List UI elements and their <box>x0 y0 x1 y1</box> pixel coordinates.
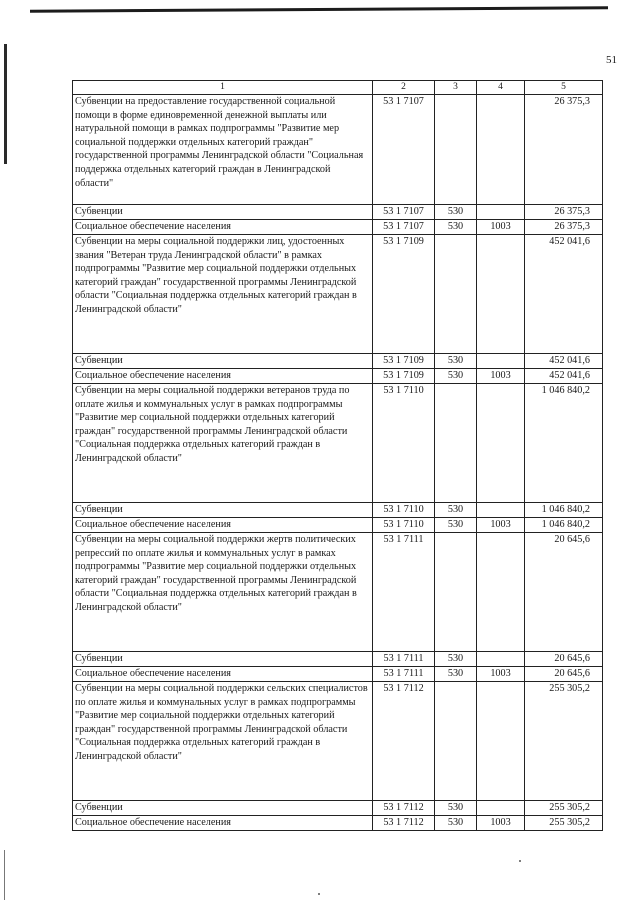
row-section-code: 1003 <box>477 220 525 235</box>
row-amount: 255 305,2 <box>525 801 603 816</box>
row-target-code: 53 1 7110 <box>373 518 435 533</box>
page-number: 51 <box>606 54 617 66</box>
row-section-code <box>477 652 525 667</box>
row-section-code: 1003 <box>477 518 525 533</box>
table-row <box>73 801 603 816</box>
row-expense-type: 530 <box>435 369 477 384</box>
row-section-code <box>477 533 525 652</box>
row-description: Субвенции на меры социальной поддержки сельских специалистов по оплате жилья и коммунальных услуг в рамках подпрограммы "Развитие мер социальной поддержки отдельных категорий граждан" государственной программы Ленинградской области "Социальная поддержка отдельных категорий граждан в Ленинградской области" <box>73 682 373 801</box>
row-target-code: 53 1 7112 <box>373 801 435 816</box>
scan-left-edge-mark-lower <box>4 850 5 900</box>
row-expense-type <box>435 95 477 205</box>
header-col-2: 2 <box>373 81 435 95</box>
row-description: Социальное обеспечение населения <box>73 667 373 682</box>
row-section-code <box>477 384 525 503</box>
row-target-code: 53 1 7107 <box>373 205 435 220</box>
table-row <box>73 369 603 384</box>
row-description: Субвенции на меры социальной поддержки жертв политических репрессий по оплате жилья и коммунальных услуг в рамках подпрограммы "Развитие мер социальной поддержки отдельных категорий граждан" государственной программы Ленинградской области "Социальная поддержка отдельных категорий граждан в Ленинградской области" <box>73 533 373 652</box>
row-description: Субвенции <box>73 801 373 816</box>
row-target-code: 53 1 7110 <box>373 384 435 503</box>
row-amount: 1 046 840,2 <box>525 518 603 533</box>
row-description: Субвенции <box>73 503 373 518</box>
table-row <box>73 220 603 235</box>
row-section-code <box>477 235 525 354</box>
row-amount: 26 375,3 <box>525 95 603 205</box>
row-amount: 1 046 840,2 <box>525 384 603 503</box>
row-expense-type: 530 <box>435 667 477 682</box>
row-description: Субвенции <box>73 652 373 667</box>
header-col-5: 5 <box>525 81 603 95</box>
row-target-code: 53 1 7107 <box>373 220 435 235</box>
table-row <box>73 205 603 220</box>
table-row <box>73 354 603 369</box>
scan-speck <box>318 893 320 895</box>
table-row <box>73 816 603 831</box>
row-section-code <box>477 354 525 369</box>
row-expense-type <box>435 533 477 652</box>
row-expense-type: 530 <box>435 652 477 667</box>
row-description: Социальное обеспечение населения <box>73 816 373 831</box>
row-target-code: 53 1 7112 <box>373 816 435 831</box>
row-section-code: 1003 <box>477 667 525 682</box>
table-row <box>73 667 603 682</box>
header-col-4: 4 <box>477 81 525 95</box>
header-col-1: 1 <box>73 81 373 95</box>
row-expense-type: 530 <box>435 354 477 369</box>
row-expense-type: 530 <box>435 801 477 816</box>
row-description: Субвенции <box>73 205 373 220</box>
row-amount: 452 041,6 <box>525 235 603 354</box>
row-section-code <box>477 205 525 220</box>
table-row <box>73 518 603 533</box>
row-description: Социальное обеспечение населения <box>73 518 373 533</box>
row-section-code <box>477 95 525 205</box>
row-expense-type: 530 <box>435 816 477 831</box>
scan-speck <box>519 860 521 862</box>
row-target-code: 53 1 7109 <box>373 369 435 384</box>
table-row <box>73 682 603 801</box>
row-expense-type <box>435 235 477 354</box>
budget-table <box>72 80 603 831</box>
row-description: Субвенции на предоставление государственной социальной помощи в форме единовременной денежной выплаты или натуральной помощи в рамках подпрограммы "Развитие мер социальной поддержки отдельных категорий граждан" государственной программы Ленинградской области "Социальная поддержка отдельных категорий граждан в Ленинградской области" <box>73 95 373 205</box>
row-expense-type: 530 <box>435 205 477 220</box>
table-row <box>73 652 603 667</box>
row-amount: 452 041,6 <box>525 354 603 369</box>
row-description: Субвенции <box>73 354 373 369</box>
row-target-code: 53 1 7109 <box>373 354 435 369</box>
row-description: Социальное обеспечение населения <box>73 220 373 235</box>
row-amount: 20 645,6 <box>525 533 603 652</box>
row-description: Субвенции на меры социальной поддержки ветеранов труда по оплате жилья и коммунальных услуг в рамках подпрограммы "Развитие мер социальной поддержки отдельных категорий граждан" государственной программы Ленинградской области "Социальная поддержка отдельных категорий граждан в Ленинградской области" <box>73 384 373 503</box>
row-section-code: 1003 <box>477 369 525 384</box>
row-amount: 255 305,2 <box>525 816 603 831</box>
table-row <box>73 235 603 354</box>
row-amount: 255 305,2 <box>525 682 603 801</box>
row-section-code <box>477 801 525 816</box>
row-target-code: 53 1 7111 <box>373 533 435 652</box>
row-amount: 20 645,6 <box>525 667 603 682</box>
table-row <box>73 95 603 205</box>
row-expense-type: 530 <box>435 518 477 533</box>
row-target-code: 53 1 7111 <box>373 652 435 667</box>
row-amount: 1 046 840,2 <box>525 503 603 518</box>
row-expense-type <box>435 682 477 801</box>
row-description: Субвенции на меры социальной поддержки лиц, удостоенных звания "Ветеран труда Ленинградской области" в рамках подпрограммы "Развитие мер социальной поддержки отдельных категорий граждан" государственной программы Ленинградской области "Социальная поддержка отдельных категорий граждан в Ленинградской области" <box>73 235 373 354</box>
row-target-code: 53 1 7107 <box>373 95 435 205</box>
budget-table-body <box>73 81 603 831</box>
row-target-code: 53 1 7110 <box>373 503 435 518</box>
table-row <box>73 503 603 518</box>
row-target-code: 53 1 7109 <box>373 235 435 354</box>
row-expense-type: 530 <box>435 220 477 235</box>
scan-left-edge-mark <box>4 44 7 164</box>
row-amount: 26 375,3 <box>525 205 603 220</box>
table-row <box>73 533 603 652</box>
table-row <box>73 384 603 503</box>
row-amount: 26 375,3 <box>525 220 603 235</box>
header-col-3: 3 <box>435 81 477 95</box>
scan-top-border-line <box>30 6 608 13</box>
row-amount: 452 041,6 <box>525 369 603 384</box>
row-amount: 20 645,6 <box>525 652 603 667</box>
row-expense-type: 530 <box>435 503 477 518</box>
row-expense-type <box>435 384 477 503</box>
table-header-row <box>73 81 603 95</box>
row-section-code: 1003 <box>477 816 525 831</box>
row-target-code: 53 1 7111 <box>373 667 435 682</box>
row-section-code <box>477 503 525 518</box>
row-section-code <box>477 682 525 801</box>
row-target-code: 53 1 7112 <box>373 682 435 801</box>
row-description: Социальное обеспечение населения <box>73 369 373 384</box>
